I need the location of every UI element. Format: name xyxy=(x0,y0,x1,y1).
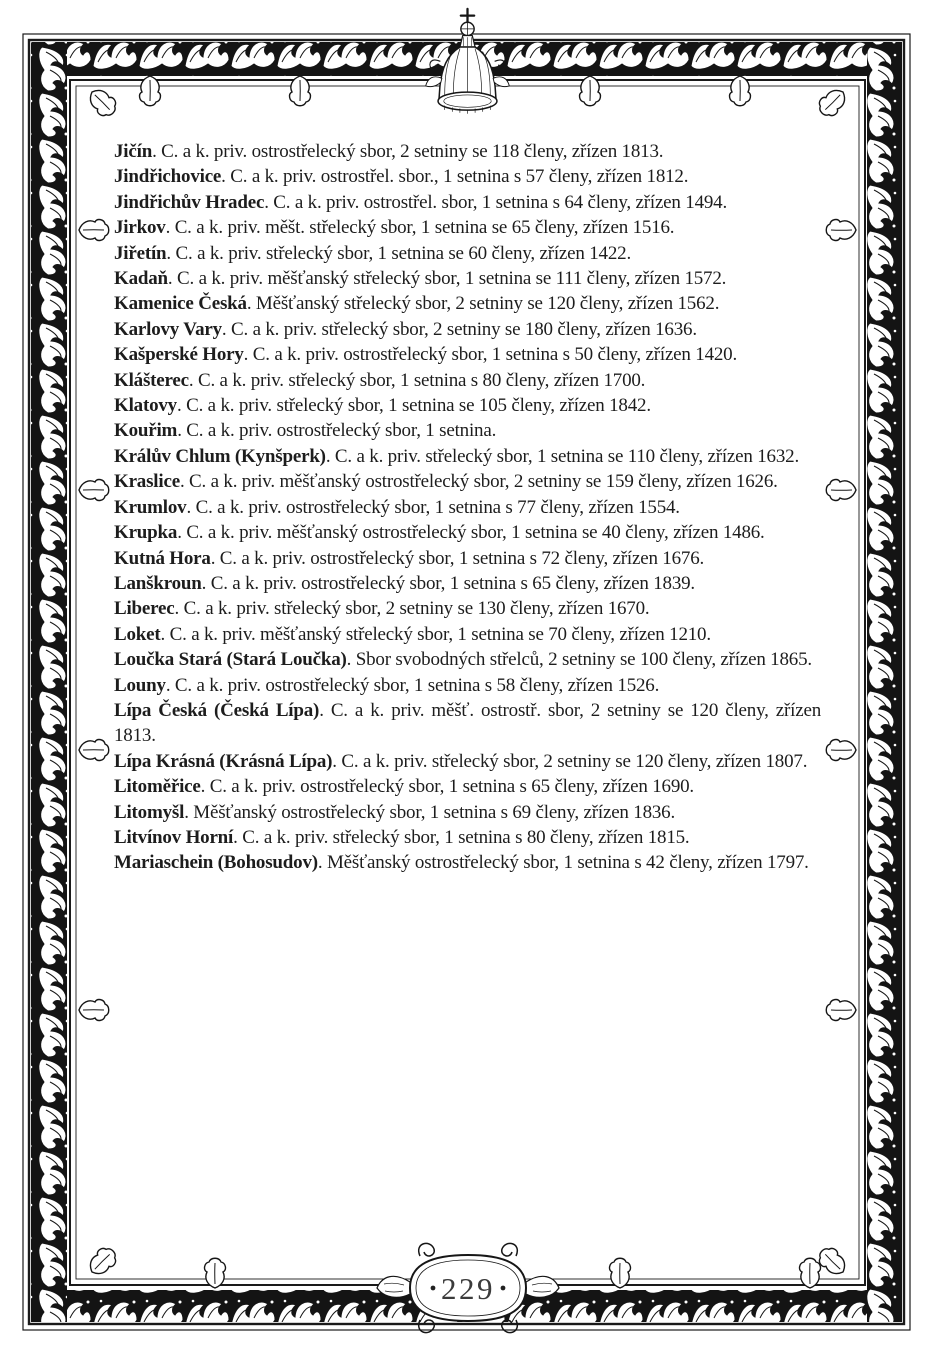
entry xyxy=(114,393,821,418)
entry-desc: . C. a k. priv. ostrostřelecký sbor, 1 setnina s 58 členy, zřízen 1526. xyxy=(165,674,660,696)
entry xyxy=(114,800,821,825)
entry xyxy=(114,698,821,749)
entry-town: Karlovy Vary xyxy=(114,318,222,340)
entry xyxy=(114,241,821,266)
entry-town: Kadaň xyxy=(114,268,168,290)
entry-desc: . C. a k. priv. střelecký sbor, 1 setnina se 105 členy, zřízen 1842. xyxy=(177,395,651,417)
entry xyxy=(114,622,821,647)
entry-town: Jindřichovice xyxy=(114,166,222,188)
entry-desc: . C. a k. priv. měšťanský střelecký sbor, 1 setnina se 111 členy, zřízen 1572. xyxy=(167,268,727,290)
entry-town: Litomyšl xyxy=(114,801,185,823)
entry-desc: . Sbor svobodných střelců, 2 setniny se 100 členy, zřízen 1865. xyxy=(346,649,812,671)
entry-desc: . C. a k. priv. střelecký sbor, 1 setnina s 80 členy, zřízen 1815. xyxy=(233,826,690,848)
entry xyxy=(114,418,821,443)
entry xyxy=(114,546,821,571)
entry-desc: . C. a k. priv. měšt. střelecký sbor, 1 setnina se 65 členy, zřízen 1516. xyxy=(165,217,675,239)
entry-desc: . C. a k. priv. střelecký sbor, 1 setnina se 110 členy, zřízen 1632. xyxy=(325,445,800,467)
entry-desc: . C. a k. priv. měšťanský ostrostřelecký sbor, 1 setnina se 40 členy, zřízen 1486. xyxy=(177,522,765,544)
entry xyxy=(114,266,821,291)
entry xyxy=(114,520,821,545)
entry-town: Lípa Česká (Česká Lípa) xyxy=(114,699,320,721)
entry-town: Loket xyxy=(114,623,161,645)
entry-desc: . C. a k. priv. ostrostřel. sbor., 1 setnina s 57 členy, zřízen 1812. xyxy=(221,166,689,188)
entry xyxy=(114,749,821,774)
entry-desc: . C. a k. priv. ostrostřelecký sbor, 2 setniny se 118 členy, zřízen 1813. xyxy=(152,141,664,162)
entry-town: Krumlov xyxy=(114,496,187,518)
entry-desc: . C. a k. priv. ostrostřel. sbor, 1 setnina s 64 členy, zřízen 1494. xyxy=(264,191,728,213)
entry xyxy=(114,444,821,469)
entry-desc: . C. a k. priv. střelecký sbor, 1 setnina se 60 členy, zřízen 1422. xyxy=(166,242,632,264)
entry-town: Lípa Krásná (Krásná Lípa) xyxy=(114,750,333,772)
entry-desc: . Měšťanský ostrostřelecký sbor, 1 setnina s 42 členy, zřízen 1797. xyxy=(317,852,809,874)
entry xyxy=(114,164,821,189)
entry-town: Klatovy xyxy=(114,395,177,417)
entry-desc: . Měšťanský střelecký sbor, 2 setniny se 120 členy, zřízen 1562. xyxy=(246,293,720,315)
entry xyxy=(114,596,821,621)
entry-desc: . C. a k. priv. ostrostřelecký sbor, 1 setnina s 77 členy, zřízen 1554. xyxy=(186,496,680,518)
entry xyxy=(114,317,821,342)
entry xyxy=(114,495,821,520)
entry xyxy=(114,571,821,596)
entry-desc: . C. a k. priv. střelecký sbor, 2 setniny se 120 členy, zřízen 1807. xyxy=(332,750,808,772)
entry-town: Jiřetín xyxy=(114,242,167,264)
entries-list xyxy=(114,139,821,876)
entry-desc: . C. a k. priv. ostrostřelecký sbor, 1 setnina s 50 členy, zřízen 1420. xyxy=(243,344,738,366)
entry xyxy=(114,190,821,215)
entry-town: Králův Chlum (Kynšperk) xyxy=(114,445,326,467)
entry-desc: . C. a k. priv. měšťanský ostrostřelecký sbor, 2 setniny se 159 členy, zřízen 1626. xyxy=(179,471,778,493)
entry-town: Litvínov Horní xyxy=(114,826,234,848)
entry-town: Loučka Stará (Stará Loučka) xyxy=(114,649,347,671)
entry-town: Liberec xyxy=(114,598,175,620)
entry-desc: . C. a k. priv. měšť. ostrostř. sbor, 2 setniny se 120 členy, zřízen 1813. xyxy=(114,699,821,747)
entry-desc: . C. a k. priv. střelecký sbor, 1 setnina s 80 členy, zřízen 1700. xyxy=(188,369,646,391)
entry-town: Kamenice Česká xyxy=(114,293,247,315)
entry xyxy=(114,469,821,494)
entry-desc: . C. a k. priv. ostrostřelecký sbor, 1 setnina s 72 členy, zřízen 1676. xyxy=(210,547,705,569)
entry-desc: . C. a k. priv. ostrostřelecký sbor, 1 setnina s 65 členy, zřízen 1839. xyxy=(201,572,695,594)
entry-town: Mariaschein (Bohosudov) xyxy=(114,852,318,874)
entry xyxy=(114,825,821,850)
entry-town: Litoměřice xyxy=(114,776,201,798)
entry-town: Louny xyxy=(114,674,166,696)
entry-town: Kutná Hora xyxy=(114,547,211,569)
entry-town: Kraslice xyxy=(114,471,180,493)
entry-desc: . C. a k. priv. ostrostřelecký sbor, 1 setnina. xyxy=(177,420,497,442)
entry xyxy=(114,291,821,316)
entry-town: Lanškroun xyxy=(114,572,202,594)
entry-town: Kašperské Hory xyxy=(114,344,244,366)
entry-desc: . C. a k. priv. ostrostřelecký sbor, 1 setnina s 65 členy, zřízen 1690. xyxy=(200,776,694,798)
entry-town: Jičín xyxy=(114,141,153,162)
entry-town: Krupka xyxy=(114,522,178,544)
entry xyxy=(114,774,821,799)
entry-desc: . C. a k. priv. střelecký sbor, 2 setniny se 130 členy, zřízen 1670. xyxy=(174,598,650,620)
page-number: 229 xyxy=(441,1271,495,1306)
entry-town: Jindřichův Hradec xyxy=(114,191,265,213)
entry-town: Kouřim xyxy=(114,420,178,442)
entry-town: Klášterec xyxy=(114,369,189,391)
entry xyxy=(114,139,821,164)
entry xyxy=(114,215,821,240)
entry-town: Jirkov xyxy=(114,217,166,239)
entry xyxy=(114,342,821,367)
entry-desc: . C. a k. priv. střelecký sbor, 2 setniny se 180 členy, zřízen 1636. xyxy=(221,318,697,340)
entry xyxy=(114,850,821,875)
entry xyxy=(114,673,821,698)
entry xyxy=(114,647,821,672)
entry xyxy=(114,368,821,393)
entry-desc: . C. a k. priv. měšťanský střelecký sbor, 1 setnina se 70 členy, zřízen 1210. xyxy=(160,623,711,645)
entry-desc: . Měšťanský ostrostřelecký sbor, 1 setnina s 69 členy, zřízen 1836. xyxy=(184,801,676,823)
